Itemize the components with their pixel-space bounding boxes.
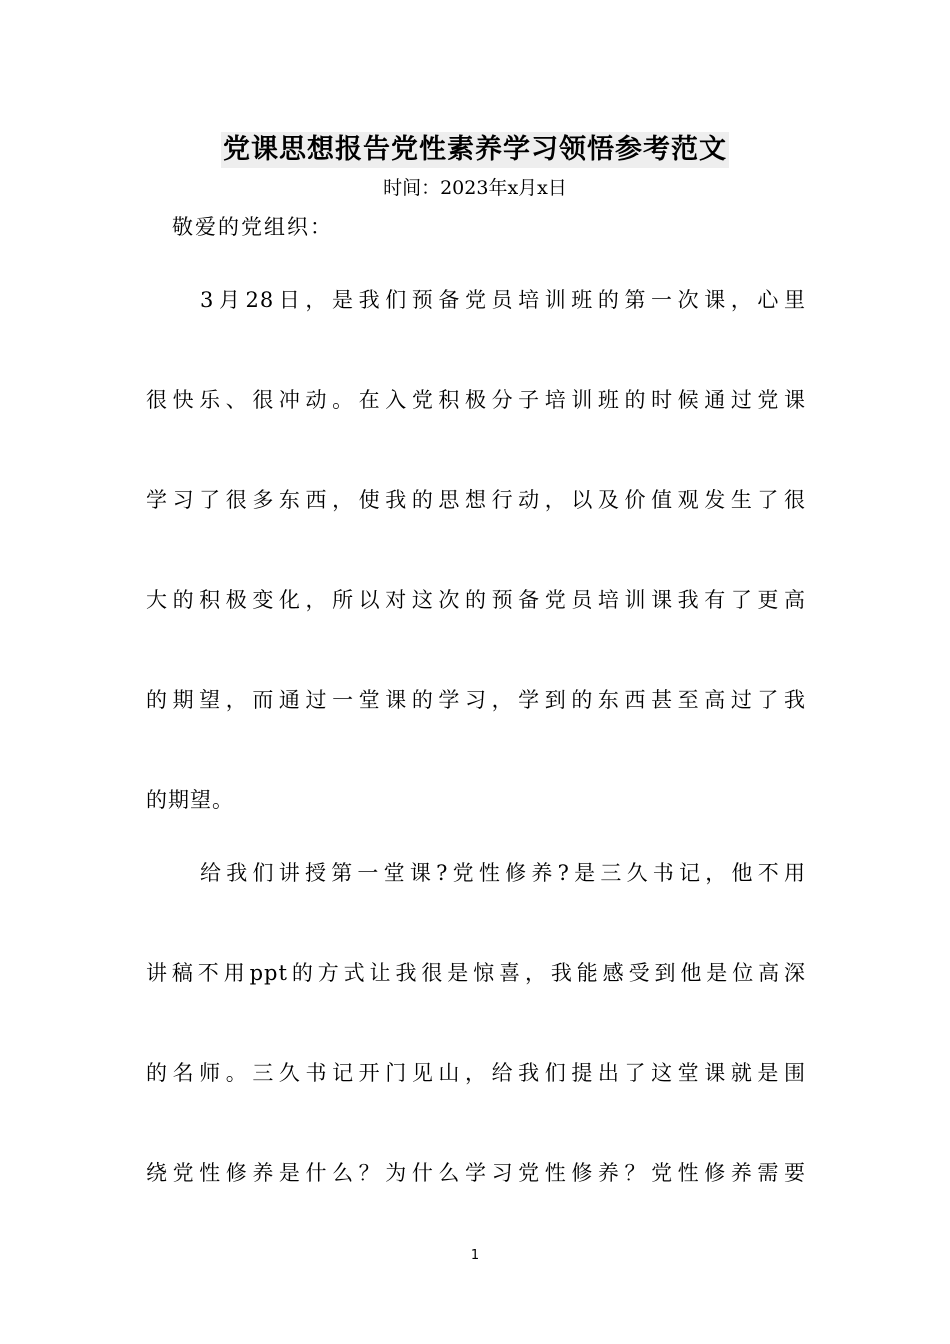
document-title-text: 党课思想报告党性素养学习领悟参考范文 <box>221 132 729 168</box>
paragraph-2-line-3: 的名师。三久书记开门见山，给我们提出了这堂课就是围 <box>146 1061 806 1085</box>
paragraph-1-line-3: 学习了很多东西，使我的思想行动，以及价值观发生了很 <box>146 488 806 512</box>
paragraph-1-line-1: 3月28日，是我们预备党员培训班的第一次课，心里 <box>200 288 806 312</box>
document-date: 时间：2023年x月x日 <box>383 177 567 199</box>
page-number: 1 <box>470 1248 480 1263</box>
paragraph-1-line-5: 的期望，而通过一堂课的学习，学到的东西甚至高过了我 <box>146 688 806 712</box>
document-title <box>0 132 950 168</box>
paragraph-1-line-2: 很快乐、很冲动。在入党积极分子培训班的时候通过党课 <box>146 388 806 412</box>
paragraph-1-line-4: 大的积极变化，所以对这次的预备党员培训课我有了更高 <box>146 588 806 612</box>
paragraph-2-line-2: 讲稿不用ppt的方式让我很是惊喜，我能感受到他是位高深 <box>146 961 806 985</box>
salutation: 敬爱的党组织： <box>172 215 333 239</box>
paragraph-2-line-1: 给我们讲授第一堂课?党性修养?是三久书记，他不用 <box>200 861 806 885</box>
paragraph-1-line-6: 的期望。 <box>146 788 234 812</box>
paragraph-2-line-4: 绕党性修养是什么？为什么学习党性修养？党性修养需要 <box>146 1161 806 1185</box>
